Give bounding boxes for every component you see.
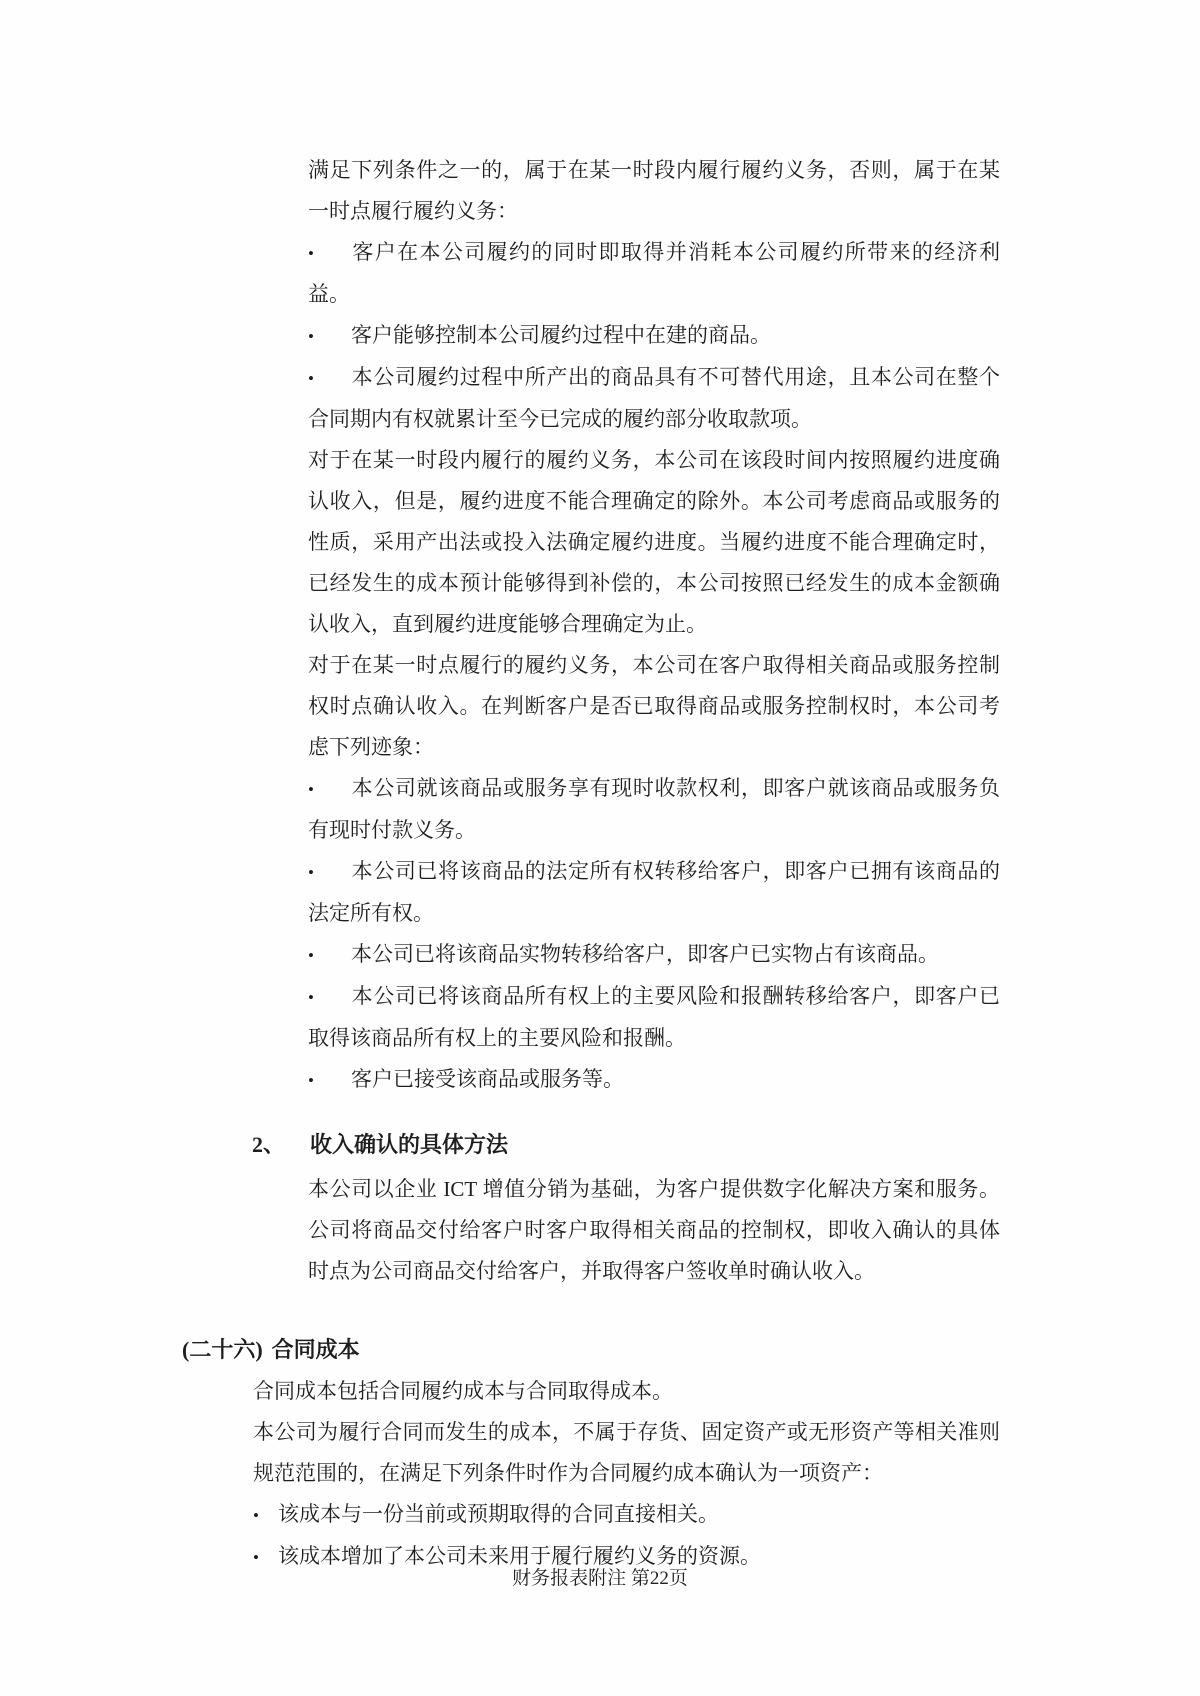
list-item-text: 客户已接受该商品或服务等。: [351, 1067, 624, 1091]
page-content: [0, 150, 1200, 1578]
list-item-text: 该成本增加了本公司未来用于履行履约义务的资源。: [278, 1544, 761, 1568]
contract-cost-paragraph: 本公司为履行合同而发生的成本，不属于存货、固定资产或无形资产等相关准则规范范围的，在满足下列条件时作为合同履约成本确认为一项资产：: [253, 1420, 1000, 1485]
list-item-text: 本公司已将该商品实物转移给客户，即客户已实物占有该商品。: [351, 942, 939, 966]
list-item: [308, 768, 1000, 851]
time-point-paragraph: 对于在某一时点履行的履约义务，本公司在客户取得相关商品或服务控制权时点确认收入。在判断客户是否已取得商品或服务控制权时，本公司考虑下列迹象：: [308, 653, 1000, 759]
list-item-text: 本公司就该商品或服务享有现时收款权利，即客户就该商品或服务负有现时付款义务。: [308, 776, 1000, 842]
bullet-icon: •: [253, 1506, 259, 1525]
list-item: [308, 232, 1000, 315]
bullet-icon: •: [308, 988, 314, 1007]
list-item: [308, 315, 1000, 357]
list-item-text: 本公司已将该商品的法定所有权转移给客户，即客户已拥有该商品的法定所有权。: [308, 859, 1000, 925]
list-item-text: 该成本与一份当前或预期取得的合同直接相关。: [278, 1502, 719, 1526]
intro-paragraph: 满足下列条件之一的，属于在某一时段内履行履约义务，否则，属于在某一时点履行履约义务：: [308, 158, 1000, 223]
list-item-text: 客户能够控制本公司履约过程中在建的商品。: [351, 323, 771, 347]
bullet-icon: •: [308, 369, 314, 388]
section-2-number: 2、: [252, 1132, 286, 1157]
list-item-text: 本公司履约过程中所产出的商品具有不可替代用途，且本公司在整个合同期内有权就累计至今已完成的履约部分收取款项。: [308, 365, 1000, 431]
bullet-icon: •: [308, 1071, 314, 1090]
contract-cost-paragraph: 合同成本包括合同履约成本与合同取得成本。: [253, 1379, 673, 1403]
section-26-number: (二十六): [182, 1337, 263, 1362]
section-26-heading: [182, 1329, 1200, 1370]
bullet-icon: •: [308, 780, 314, 799]
bullet-icon: •: [308, 863, 314, 882]
bullet-icon: •: [308, 946, 314, 965]
bullet-icon: •: [253, 1548, 259, 1567]
list-item: [308, 357, 1000, 440]
list-item: [308, 851, 1000, 934]
page-footer: 财务报表附注 第22页: [512, 1568, 688, 1589]
list-item: [308, 976, 1000, 1059]
section-2-heading: [252, 1124, 1200, 1165]
list-item: [253, 1494, 1000, 1536]
list-item-text: 客户在本公司履约的同时即取得并消耗本公司履约所带来的经济利益。: [308, 240, 1000, 306]
bullet-icon: •: [308, 327, 314, 346]
bullet-icon: •: [308, 244, 314, 263]
section-26-title: 合同成本: [271, 1337, 360, 1362]
section-2-title: 收入确认的具体方法: [310, 1132, 509, 1157]
list-item: [308, 1059, 1000, 1101]
time-period-paragraph: 对于在某一时段内履行的履约义务，本公司在该段时间内按照履约进度确认收入，但是，履约进度不能合理确定的除外。本公司考虑商品或服务的性质，采用产出法或投入法确定履约进度。当履约进度不能合理确定时，已经发生的成本预计能够得到补偿的，本公司按照已经发生的成本金额确认收入，直到履约进度能够合理确定为止。: [308, 448, 1000, 636]
list-item: [308, 934, 1000, 976]
section-2-body: 本公司以企业 ICT 增值分销为基础，为客户提供数字化解决方案和服务。公司将商品交付给客户时客户取得相关商品的控制权，即收入确认的具体时点为公司商品交付给客户，并取得客户签收单时确认收入。: [308, 1177, 1000, 1283]
list-item-text: 本公司已将该商品所有权上的主要风险和报酬转移给客户，即客户已取得该商品所有权上的主要风险和报酬。: [308, 984, 1000, 1050]
